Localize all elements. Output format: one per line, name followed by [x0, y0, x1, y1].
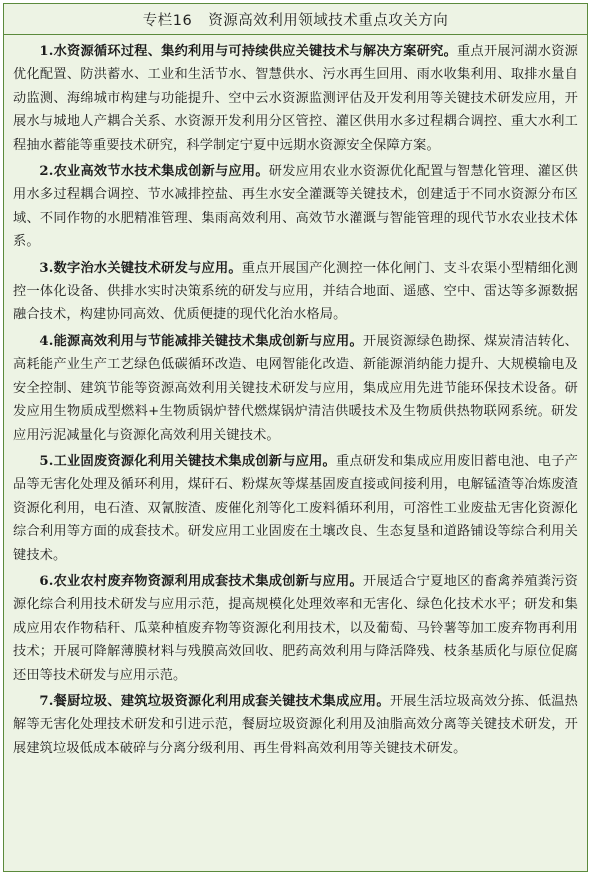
section-body: 重点研发和集成应用废旧蓄电池、电子产品等无害化处理及循环利用，煤矸石、粉煤灰等煤基固废直接或间接利用，电解锰渣等冶炼废渣资源化利用，电石渣、双氰胺渣、废催化剂等化工废料循环利用，可溶性工业废盐无害化资源化综合利用等方面的成套技术。研发应用工业固废在土壤改良、生态复垦和道路铺设等综合利用关键技术。	[13, 453, 578, 563]
column-label: 专栏16	[142, 12, 193, 29]
section-1	[13, 40, 578, 157]
section-body: 研发应用农业水资源优化配置与智慧化管理、灌区供用水多过程耦合调控、节水减排控盐、再生水安全灌溉等关键技术，创建适于不同水资源分布区域、不同作物的水肥精准管理、集雨高效利用、高效节水灌溉与智能管理的现代节水农业技术体系。	[13, 164, 578, 250]
column-title: 资源高效利用领域技术重点攻关方向	[208, 12, 449, 29]
section-3	[13, 257, 578, 327]
section-body: 重点开展河湖水资源优化配置、防洪蓄水、工业和生活节水、智慧供水、污水再生回用、雨水收集利用、取排水量自动监测、海绵城市构建与功能提升、空中云水资源监测评估及开发利用等关键技术研发应用，开展水与城地人产耦合关系、水资源开发利用分区管控、灌区供用水多过程耦合调控、重大水利工程抽水蓄能等重要技术研究，科学制定宁夏中远期水资源安全保障方案。	[13, 44, 578, 153]
section-title: 3.数字治水关键技术研发与应用。	[39, 260, 242, 276]
column-header	[4, 4, 587, 35]
section-2	[13, 160, 578, 254]
section-title: 7.餐厨垃圾、建筑垃圾资源化利用成套关键技术集成应用。	[39, 693, 390, 709]
section-title: 2.农业高效节水技术集成创新与应用。	[39, 164, 269, 180]
section-body: 开展资源绿色勘探、煤炭清洁转化、高耗能产业生产工艺绿色低碳循环改造、电网智能化改造、新能源消纳能力提升、大规模输电及安全控制、建筑节能等资源高效利用关键技术研发与应用，集成应用先进节能环保技术设备。研发应用生物质成型燃料+生物质锅炉替代燃煤锅炉清洁供暖技术及生物质供热物联网系统。研发应用污泥减量化与资源化高效利用关键技术。	[13, 333, 579, 443]
column-box	[3, 3, 588, 872]
section-title: 1.水资源循环过程、集约利用与可持续供应关键技术与解决方案研究。	[39, 44, 458, 59]
section-title: 5.工业固废资源化利用关键技术集成创新与应用。	[39, 453, 337, 469]
section-title: 4.能源高效利用与节能减排关键技术集成创新与应用。	[39, 333, 363, 349]
section-6	[13, 570, 578, 687]
section-body: 开展生活垃圾高效分拣、低温热解等无害化处理技术研发和引进示范，餐厨垃圾资源化利用及油脂高效分离等关键技术研发，开展建筑垃圾低成本破碎与分离分级利用、再生骨料高效利用等关键技术研发。	[13, 693, 578, 756]
section-5	[13, 450, 578, 567]
section-7	[13, 690, 578, 760]
section-body: 重点开展国产化测控一体化闸门、支斗农渠小型精细化测控一体化设备、供排水实时决策系统的研发与应用，并结合地面、遥感、空中、雷达等多源数据融合技术，构建协同高效、优质便捷的现代化治水格局。	[13, 260, 579, 323]
section-4	[13, 330, 578, 447]
column-content	[4, 35, 587, 760]
section-body: 开展适合宁夏地区的畜禽养殖粪污资源化综合利用技术研发与应用示范，提高规模化处理效率和无害化、绿色化技术水平；研发和集成应用农作物秸秆、瓜菜种植废弃物等资源化利用技术，以及葡萄、马铃薯等加工废弃物再利用技术；开展可降解薄膜材料与残膜高效回收、肥药高效利用与降活降残、枝条基质化与原位促腐还田等技术研发与应用示范。	[13, 573, 579, 683]
section-title: 6.农业农村废弃物资源利用成套技术集成创新与应用。	[39, 573, 363, 589]
